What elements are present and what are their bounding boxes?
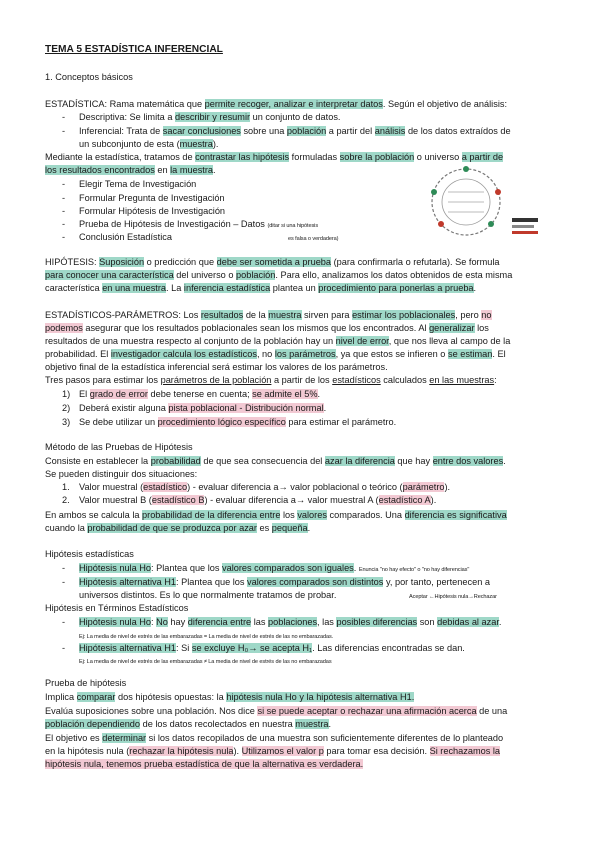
highlight-green: investigador calcula los estadísticos [110,349,257,359]
text-line [79,654,332,669]
highlight-green: la muestra [170,165,214,175]
text-line [45,718,331,731]
text-segment: Mediante la estadística, tratamos de [45,152,196,162]
text-line [79,125,511,138]
highlight-green: poblaciones [268,617,318,627]
text-segment: en las muestras [429,375,495,385]
text-segment: parámetros de la población [160,375,272,385]
text-segment: , las [317,617,337,627]
text-segment: o predicción que [144,257,217,267]
text-segment: resultados de una muestra respecto al conjunto de la población hay un [45,336,336,346]
text-line [62,642,65,655]
text-segment: plantea un [270,283,319,293]
text-segment: (ditar si una hipótesis [267,223,319,229]
text-segment: Se debe utilizar un [79,417,158,427]
highlight-green: sacar conclusiones [162,126,241,136]
text-segment: de los datos recolectados en nuestra [140,719,296,729]
text-line [45,374,497,387]
text-segment: un subconjunto de esta ( [79,139,180,149]
text-segment: . [473,283,477,293]
research-cycle-diagram-icon [428,162,546,242]
highlight-green: debe ser sometida a prueba [216,257,332,267]
text-line [79,481,450,494]
text-segment: de los datos extraídos de [405,126,511,136]
text-segment: . [328,719,332,729]
text-segment: debe tenerse en cuenta; [147,389,253,399]
highlight-green: nivel de error [335,336,389,346]
text-segment: : Plantea que los [151,563,223,573]
highlight-green: diferencia entre [187,617,252,627]
text-segment: Evalúa suposiciones sobre una población. Nos dice [45,706,258,716]
text-line [62,111,65,124]
highlight-green: muestra [295,719,329,729]
highlight-green: debidas al azar [437,617,499,627]
text-line [62,231,65,244]
highlight-green: valores comparados son iguales [222,563,354,573]
text-segment: : [494,375,497,385]
text-line [45,71,133,84]
text-segment: : Plantea que los [176,577,248,587]
text-line [79,192,225,205]
text-segment: - [62,219,66,229]
text-line [62,576,65,589]
text-line [79,494,436,507]
text-line [62,178,65,191]
text-segment: . [307,523,311,533]
text-line [62,402,70,415]
text-segment: - [62,577,66,587]
text-segment: : [151,617,157,627]
highlight-green: pequeña [271,523,308,533]
text-line [79,616,501,629]
text-segment: para estimar el parámetro. [285,417,397,427]
text-segment: TEMA 5 ESTADÍSTICA INFERENCIAL [45,44,223,55]
text-segment: Deberá existir alguna [79,403,169,413]
text-segment: ). [212,139,219,149]
text-segment: Aceptar ←Hipótesis nula→Rechazar [409,594,497,600]
text-segment: Descriptiva: Se limita a [79,112,175,122]
text-segment: Formular Pregunta de Investigación [79,193,225,203]
text-segment: - [62,206,66,216]
highlight-pink: parámetro [402,482,445,492]
highlight-green: en una muestra [102,283,167,293]
highlight-green: sobre la población [339,152,415,162]
highlight-green: valores [297,510,327,520]
text-line [79,111,340,124]
text-segment: ) - evaluar diferencia a→ valor muestral A ( [204,495,379,505]
highlight-pink: hipótesis nula, tenemos prueba estadística de que la alternativa es verdadera. [45,759,364,769]
text-line [409,589,497,604]
text-segment: de una [476,706,508,716]
text-line [45,468,197,481]
text-segment: , ya que estos se infieren o [335,349,448,359]
text-segment: Se pueden distinguir dos situaciones: [45,469,198,479]
text-line [45,691,414,704]
highlight-pink: podemos [45,323,83,333]
highlight-pink: estadístico A [378,495,431,505]
text-line [45,361,388,374]
text-segment: en la hipótesis nula ( [45,746,130,756]
text-line [45,335,510,348]
highlight-green: diferencia es significativa [404,510,507,520]
highlight-green: contrastar las hipótesis [195,152,290,162]
highlight-green: probabilidad de que se produzca por azar [87,523,257,533]
text-segment: ). [444,482,451,492]
highlight-green: Hipótesis nula Ho [79,563,152,573]
text-segment: HIPÓTESIS: [45,257,100,267]
text-segment: - [62,112,66,122]
highlight-green: muestra [179,139,213,149]
text-segment: que hay [394,456,433,466]
highlight-green: se estiman [447,349,493,359]
highlight-green: población [236,270,276,280]
highlight-green: probabilidad [150,456,201,466]
highlight-green: inferencia estadística [183,283,271,293]
text-line [288,231,338,246]
highlight-green: muestra [268,310,302,320]
text-segment: dos hipótesis opuestas: la [115,692,227,702]
text-segment: El [79,389,90,399]
text-segment: - [62,563,66,573]
text-line [62,481,70,494]
text-line [62,218,65,231]
highlight-green: los resultados encontrados [45,165,155,175]
text-segment: característica [45,283,103,293]
text-segment: las [251,617,268,627]
text-segment: ). [430,495,437,505]
highlight-green: Hipótesis alternativa H1 [79,643,177,653]
text-line [45,256,500,269]
highlight-green: describir y resumir [175,112,251,122]
highlight-pink: pista poblacional - Distribución normal [168,403,324,413]
text-line [45,758,363,771]
highlight-green: a partir de [461,152,504,162]
text-segment: en [154,165,171,175]
text-segment: a partir de los [271,375,333,385]
text-segment: - [62,179,66,189]
highlight-green: estimar los poblacionales [352,310,456,320]
text-segment: de la [243,310,269,320]
highlight-pink: estadístico [143,482,188,492]
text-line [45,509,507,522]
text-segment: Ej: La media de nivel de estrés de las embarazadas ≠ La media de nivel de estrés de las no embarazadas [79,659,332,665]
text-segment: Método de las Pruebas de Hipótesis [45,442,193,452]
text-line [45,322,489,335]
text-segment: comparados. Una [326,510,405,520]
text-line [45,602,188,615]
text-segment: universos distintos. Es lo que normalmente tratamos de probar. [79,590,337,600]
text-segment: si los datos recopilados de una muestra son suficientemente diferentes de lo planteado [146,733,504,743]
text-line [45,455,506,468]
text-line [62,125,65,138]
highlight-green: posibles diferencias [336,617,418,627]
text-line [79,402,326,415]
text-segment: - [62,126,66,136]
text-line [79,416,396,429]
text-line [45,705,507,718]
text-segment: Conclusión Estadística [79,232,172,242]
text-segment: - [62,617,66,627]
text-line [79,205,225,218]
text-segment: 1) [62,389,71,399]
text-segment: es [256,523,272,533]
text-line [45,164,216,177]
highlight-green: para conocer una característica [45,270,174,280]
text-line [45,441,193,454]
text-segment: Valor muestral B ( [79,495,152,505]
text-segment: . Para ello, analizamos los datos obtenidos de esta misma [275,270,513,280]
text-segment: los [474,323,489,333]
text-line [62,494,70,507]
text-segment: de que sea consecuencia del [200,456,325,466]
text-segment: 3) [62,417,71,427]
text-segment: 2. [62,495,70,505]
text-segment: del universo o [173,270,237,280]
highlight-green: comparar [76,692,116,702]
text-line [45,732,503,745]
text-segment: son [417,617,438,627]
text-line [79,576,490,589]
text-line [45,522,310,535]
text-segment: , pero [455,310,482,320]
text-segment: Prueba de Hipótesis de Investigación – Datos [79,219,268,229]
text-segment: . [498,617,502,627]
text-segment: estadísticos [332,375,381,385]
text-segment: . [213,165,216,175]
text-segment: . [317,389,321,399]
text-segment: formuladas [289,152,340,162]
text-segment: Ej: La media de nivel de estrés de las embarazadas = La media de nivel de estrés de las no embarazadas. [79,634,334,640]
text-segment: ESTADÍSTICOS-PARÁMETROS: Los [45,310,201,320]
text-line [62,205,65,218]
highlight-green: procedimiento para ponerlas a prueba [318,283,474,293]
text-segment: - [62,193,66,203]
text-segment: calculados [380,375,430,385]
highlight-green: Hipótesis nula Ho [79,617,152,627]
text-segment: ESTADÍSTICA: Rama matemática que [45,99,205,109]
text-segment: . Las diferencias encontradas se dan. [312,643,465,653]
text-segment: probabilidad. El [45,349,111,359]
highlight-green: determinar [102,733,147,743]
highlight-green: entre dos valores [432,456,504,466]
text-segment: Formular Hipótesis de Investigación [79,206,226,216]
text-segment: sobre una [240,126,287,136]
text-line [45,309,492,322]
highlight-green: población [286,126,327,136]
text-segment: , no [256,349,275,359]
text-segment: - [62,232,66,242]
text-line [45,677,126,690]
text-segment: para tomar esa decisión. [323,746,430,756]
text-line [79,589,336,602]
text-segment: Implica [45,692,77,702]
highlight-pink: si se puede aceptar o rechazar una afirmación acerca [257,706,477,716]
text-segment: 2) [62,403,71,413]
text-line [45,745,500,758]
highlight-pink: Utilizamos el valor p [241,746,324,756]
text-segment: (para confirmarla o refutarla). Se formula [331,257,500,267]
text-segment: Inferencial: Trata de [79,126,163,136]
text-segment: Hipótesis en Términos Estadísticos [45,603,189,613]
text-segment: Prueba de hipótesis [45,678,127,688]
highlight-green: hipótesis nula Ho y la hipótesis alternativa H1. [226,692,415,702]
highlight-green: Suposición [99,257,145,267]
text-segment: ) - evaluar diferencia a→ valor poblacional o teórico ( [187,482,403,492]
text-line [79,138,218,151]
text-segment: a partir del [326,126,375,136]
text-segment: Consiste en establecer la [45,456,151,466]
text-segment: Enuncia "no hay efecto" o "no hay diferencias" [358,567,470,573]
text-line [79,178,196,191]
text-segment: Valor muestral ( [79,482,144,492]
text-segment: cuando la [45,523,88,533]
text-segment: un conjunto de datos. [250,112,341,122]
highlight-pink: Si rechazamos la [429,746,501,756]
text-line [79,231,172,244]
text-line [62,616,65,629]
text-segment: . La [166,283,184,293]
text-segment: 1. Conceptos básicos [45,72,133,82]
text-segment: ). [233,746,242,756]
text-segment: . [353,563,359,573]
highlight-pink: no [481,310,492,320]
text-segment: Elegir Tema de Investigación [79,179,197,189]
text-line [45,269,512,282]
text-segment: . El [492,349,506,359]
text-line [79,388,320,401]
text-segment: hay [167,617,188,627]
text-segment: , que nos lleva al campo de la [388,336,511,346]
highlight-pink: estadístico B [151,495,205,505]
text-segment: asegurar que los resultados poblacionales sean los mismos que los encontrados. Al [82,323,430,333]
text-line [45,348,506,361]
highlight-green: No [156,617,168,627]
highlight-green: los parámetros [274,349,336,359]
text-segment: objetivo final de la estadística inferencial será estimar los valores de los parámetros. [45,362,388,372]
text-segment: es falsa o verdadera) [288,236,339,242]
highlight-green: permite recoger, analizar e interpretar datos [204,99,383,109]
text-line [79,642,465,655]
text-line [62,416,70,429]
text-line [45,98,507,111]
highlight-green: resultados [200,310,244,320]
highlight-green: azar la diferencia [324,456,395,466]
text-line [62,388,70,401]
highlight-pink: grado de error [89,389,148,399]
text-segment: - [62,643,66,653]
text-segment: . [503,456,506,466]
text-segment: sirven para [301,310,353,320]
highlight-green: probabilidad de la diferencia entre [142,510,281,520]
highlight-pink: rechazar la hipótesis nula [129,746,234,756]
highlight-green: generalizar [429,323,475,333]
text-line [62,192,65,205]
highlight-green: análisis [374,126,406,136]
text-segment: 1. [62,482,70,492]
text-line [79,562,469,577]
text-segment: El objetivo es [45,733,103,743]
text-segment: . [323,403,327,413]
text-segment: Tres pasos para estimar los [45,375,161,385]
page-title [45,44,223,57]
text-segment: . Según el objetivo de análisis: [382,99,508,109]
highlight-pink: procedimiento lógico específico [157,417,286,427]
text-segment: o universo [414,152,462,162]
text-line [45,282,476,295]
text-line [45,548,134,561]
highlight-green: población dependiendo [45,719,141,729]
text-segment: Hipótesis estadísticas [45,549,134,559]
highlight-green: se excluye H₀→ se acepta H₁ [191,643,313,653]
text-segment: : Si [176,643,192,653]
highlight-green: Hipótesis alternativa H1 [79,577,177,587]
highlight-green: valores comparados son distintos [247,577,384,587]
text-line [62,562,65,575]
text-segment: los [280,510,298,520]
text-segment: y, por tanto, pertenecen a [383,577,490,587]
highlight-pink: se admite el 5% [252,389,318,399]
text-segment: En ambos se calcula la [45,510,143,520]
